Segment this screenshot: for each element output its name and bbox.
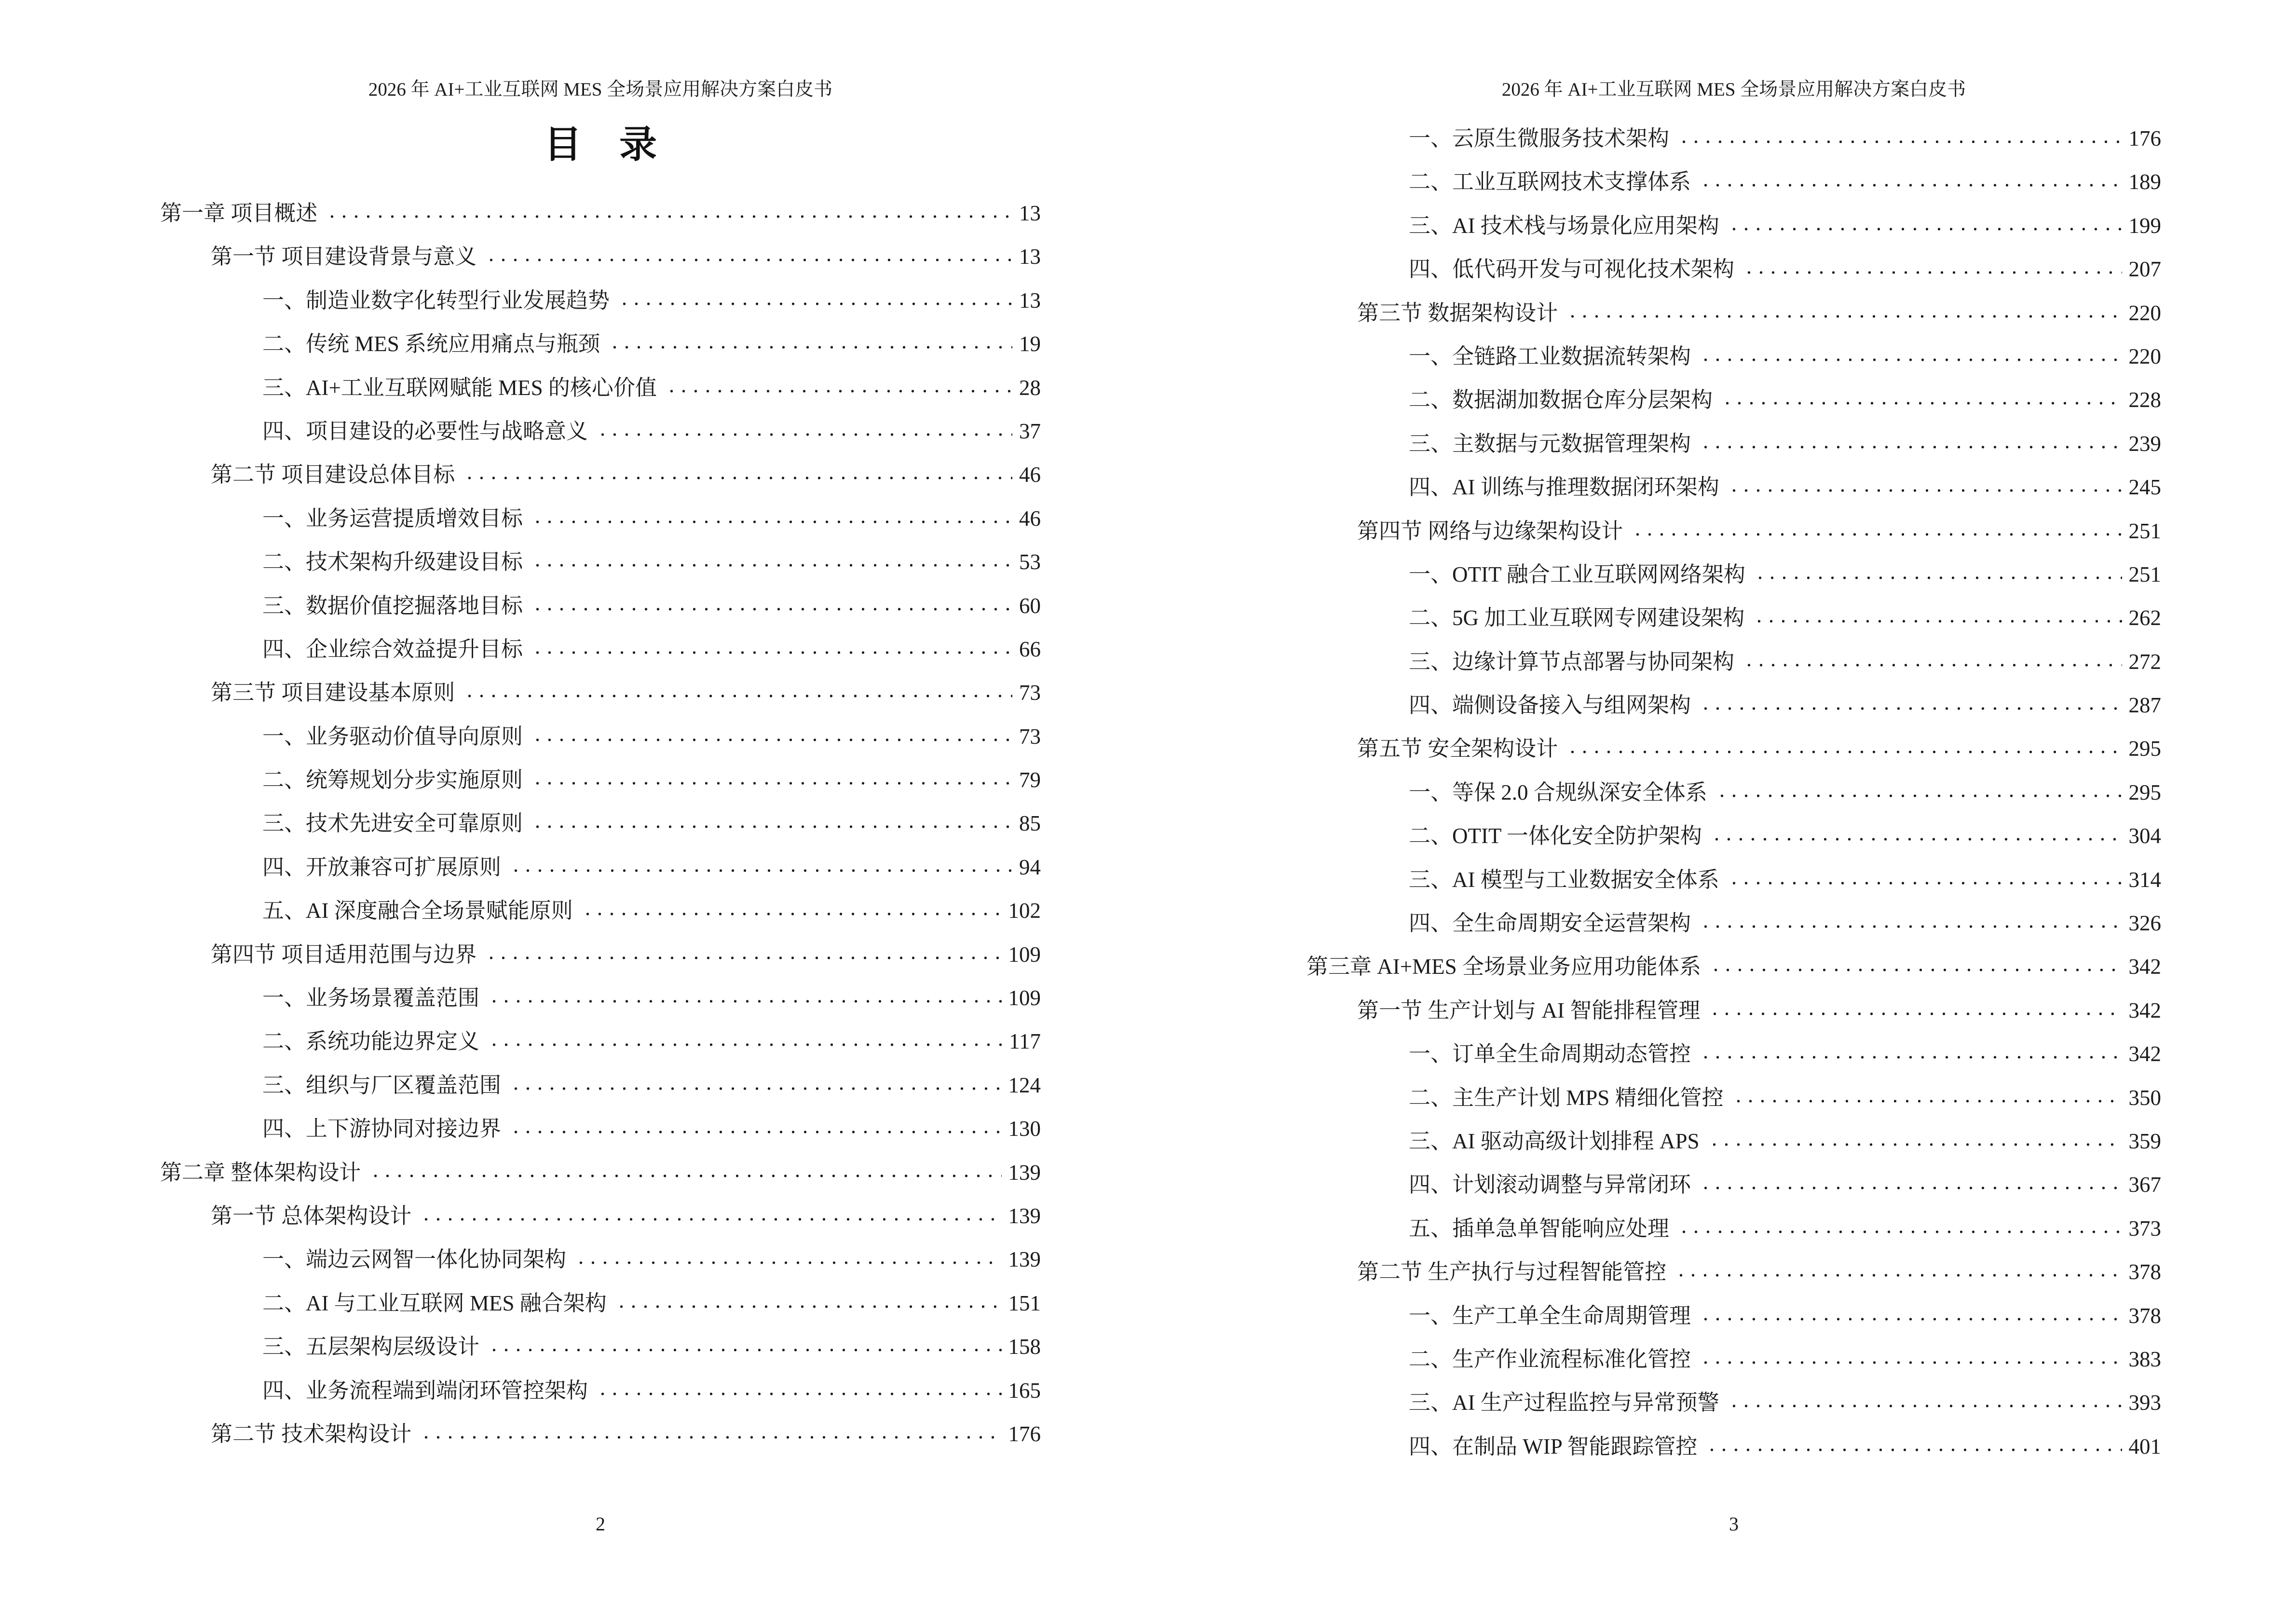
dot-leader (570, 1238, 1001, 1281)
toc-entry-page-number: 139 (1008, 1203, 1041, 1228)
toc-entry-label: 第五节 安全架构设计 (1357, 737, 1558, 761)
dot-leader (1738, 247, 2122, 291)
toc-entry (1409, 1294, 2161, 1337)
toc-entry (1409, 1163, 2161, 1206)
toc-entry-label: 一、OTIT 融合工业互联网网络架构 (1409, 562, 1745, 587)
toc-entry (1409, 814, 2161, 858)
toc-entry (1357, 1250, 2161, 1294)
toc-entry-page-number: 94 (1019, 855, 1041, 879)
toc-entry (262, 802, 1041, 845)
toc-entry (262, 1020, 1041, 1063)
dot-leader (527, 802, 1012, 845)
dot-leader (611, 1282, 1002, 1325)
toc-entry-page-number: 342 (2128, 955, 2161, 979)
toc-entry (262, 1238, 1041, 1281)
toc-entry-label: 四、上下游协同对接边界 (262, 1117, 502, 1141)
dot-leader (527, 628, 1012, 671)
toc-entry (262, 366, 1041, 409)
toc-entry (262, 889, 1041, 932)
toc-entry-label: 一、等保 2.0 合规纵深安全体系 (1409, 780, 1707, 805)
toc-entry-label: 一、端边云网智一体化协同架构 (262, 1247, 567, 1272)
toc-entry (211, 671, 1041, 714)
toc-entry (1409, 1381, 2161, 1424)
toc-entry-page-number: 262 (2128, 606, 2161, 630)
toc-entry-page-number: 220 (2128, 300, 2161, 325)
page-number-footer: 2 (596, 1513, 605, 1535)
dot-leader (1723, 465, 2122, 509)
dot-leader (661, 366, 1012, 409)
toc-entry-label: 第一节 总体架构设计 (211, 1203, 412, 1228)
toc-entry (1409, 247, 2161, 291)
dot-leader (505, 1107, 1001, 1150)
toc-entry (211, 1194, 1041, 1238)
toc-entry (262, 628, 1041, 671)
toc-entry (1409, 1032, 2161, 1076)
dot-leader (1627, 509, 2122, 553)
toc-entry-page-number: 102 (1008, 899, 1041, 923)
toc-entry-label: 二、主生产计划 MPS 精细化管控 (1409, 1085, 1724, 1110)
toc-entry (1409, 1337, 2161, 1381)
toc-entry-label: 四、AI 训练与推理数据闭环架构 (1409, 475, 1719, 500)
toc-entry-label: 二、传统 MES 系统应用痛点与瓶颈 (262, 332, 600, 356)
toc-entry (262, 758, 1041, 802)
toc-entry-label: 三、数据价值挖掘落地目标 (262, 593, 523, 618)
running-header: 2026 年 AI+工业互联网 MES 全场景应用解决方案白皮书 (368, 79, 833, 100)
toc-entry-page-number: 46 (1019, 506, 1041, 531)
toc-entry (262, 1369, 1041, 1412)
toc-entry-page-number: 199 (2128, 213, 2161, 238)
toc-entry-page-number: 378 (2128, 1303, 2161, 1328)
toc-entry (211, 235, 1041, 278)
toc-entry-label: 第一节 项目建设背景与意义 (211, 245, 477, 269)
toc-entry-page-number: 165 (1008, 1378, 1041, 1403)
toc-entry (262, 279, 1041, 322)
toc-entry (1357, 509, 2161, 553)
toc-entry-label: 三、AI 模型与工业数据安全体系 (1409, 867, 1719, 892)
toc-entry-label: 四、全生命周期安全运营架构 (1409, 911, 1691, 936)
dot-leader (1695, 1337, 2122, 1381)
toc-entry-page-number: 151 (1008, 1291, 1041, 1315)
toc-entry (1409, 422, 2161, 465)
dot-leader (1748, 596, 2122, 640)
toc-entry-page-number: 79 (1019, 768, 1041, 792)
toc-entry-page-number: 295 (2128, 780, 2161, 805)
toc-entry (1409, 117, 2161, 160)
toc-entry (1409, 465, 2161, 509)
toc-entry-page-number: 326 (2128, 911, 2161, 936)
dot-leader (1695, 160, 2122, 204)
dot-leader (1695, 1163, 2122, 1206)
toc-entry (1307, 945, 2161, 988)
toc-entry-page-number: 13 (1019, 288, 1041, 313)
toc-entry-page-number: 73 (1019, 724, 1041, 749)
toc-entry-label: 四、业务流程端到端闭环管控架构 (262, 1378, 588, 1403)
toc-entry (1409, 771, 2161, 814)
toc-entry (1409, 858, 2161, 901)
toc-entry (1409, 553, 2161, 596)
dot-leader (592, 409, 1012, 453)
toc-entry (262, 715, 1041, 758)
toc-entry-page-number: 158 (1008, 1335, 1041, 1359)
toc-entry-page-number: 373 (2128, 1216, 2161, 1241)
toc-entry (262, 497, 1041, 540)
toc-entry-page-number: 117 (1009, 1029, 1041, 1054)
toc-entry-page-number: 350 (2128, 1085, 2161, 1110)
toc-entry-label: 四、计划滚动调整与异常闭环 (1409, 1173, 1691, 1197)
toc-entry-page-number: 207 (2128, 257, 2161, 282)
toc-entry-label: 二、生产作业流程标准化管控 (1409, 1347, 1691, 1371)
toc-entry-page-number: 295 (2128, 737, 2161, 761)
dot-leader (1728, 1076, 2122, 1119)
toc-entry-page-number: 189 (2128, 170, 2161, 194)
toc-entry-label: 一、业务场景覆盖范围 (262, 986, 480, 1010)
toc-entry (1409, 378, 2161, 422)
toc-entry-page-number: 19 (1019, 332, 1041, 356)
toc-entry-label: 二、系统功能边界定义 (262, 1029, 480, 1054)
dot-leader (1695, 335, 2122, 378)
dot-leader (527, 540, 1012, 584)
dot-leader (459, 671, 1012, 714)
toc-entry-page-number: 378 (2128, 1260, 2161, 1284)
toc-entry-label: 一、业务驱动价值导向原则 (262, 724, 523, 749)
toc-entry-label: 二、5G 加工业互联网专网建设架构 (1409, 606, 1745, 630)
toc-entry-label: 一、业务运营提质增效目标 (262, 506, 523, 531)
toc-entry-page-number: 220 (2128, 344, 2161, 368)
toc-entry-page-number: 367 (2128, 1173, 2161, 1197)
toc-entry-page-number: 60 (1019, 593, 1041, 618)
dot-leader (415, 1412, 1001, 1456)
toc-entry-label: 第三节 数据架构设计 (1357, 300, 1558, 325)
dot-leader (527, 497, 1012, 540)
dot-leader (365, 1151, 1001, 1194)
toc-entry-page-number: 139 (1008, 1160, 1041, 1185)
toc-entry-page-number: 314 (2128, 867, 2161, 892)
toc-entry-page-number: 228 (2128, 388, 2161, 412)
toc-entry-label: 二、OTIT 一体化安全防护架构 (1409, 824, 1702, 848)
dot-leader (1749, 553, 2122, 596)
toc-entry (262, 1282, 1041, 1325)
dot-leader (505, 1064, 1001, 1107)
toc-entry-label: 三、组织与厂区覆盖范围 (262, 1073, 502, 1097)
toc-entry-page-number: 73 (1019, 681, 1041, 705)
dot-leader (1704, 989, 2122, 1032)
toc-entry-label: 四、低代码开发与可视化技术架构 (1409, 257, 1735, 282)
toc-entry-page-number: 251 (2128, 562, 2161, 587)
toc-list (160, 191, 1041, 1456)
document-page-right (1144, 0, 2287, 1624)
dot-leader (1695, 683, 2122, 727)
dot-leader (1706, 814, 2122, 858)
dot-leader (527, 758, 1012, 802)
toc-entry-label: 二、工业互联网技术支撑体系 (1409, 170, 1691, 194)
toc-entry-page-number: 176 (2128, 126, 2161, 150)
page-number-footer: 3 (1729, 1513, 1739, 1535)
toc-entry-page-number: 383 (2128, 1347, 2161, 1371)
toc-entry-label: 三、AI 生产过程监控与异常预警 (1409, 1391, 1719, 1415)
toc-entry-label: 第二节 生产执行与过程智能管控 (1357, 1260, 1667, 1284)
dot-leader (1673, 117, 2122, 160)
toc-entry-page-number: 37 (1019, 419, 1041, 443)
toc-entry-label: 三、技术先进安全可靠原则 (262, 811, 523, 836)
toc-entry-label: 五、插单急单智能响应处理 (1409, 1216, 1670, 1241)
dot-leader (483, 976, 1001, 1020)
toc-entry (262, 846, 1041, 889)
toc-entry (1409, 1425, 2161, 1468)
toc-entry (1409, 335, 2161, 378)
dot-leader (1738, 640, 2122, 683)
toc-entry (1409, 1119, 2161, 1163)
toc-entry-page-number: 342 (2128, 998, 2161, 1023)
dot-leader (1703, 1119, 2122, 1163)
toc-entry-label: 第一章 项目概述 (160, 201, 318, 225)
dot-leader (1673, 1207, 2122, 1250)
toc-entry-page-number: 46 (1019, 463, 1041, 487)
toc-entry (211, 1412, 1041, 1456)
toc-entry-page-number: 342 (2128, 1042, 2161, 1066)
dot-leader (577, 889, 1002, 932)
toc-entry-label: 三、AI 技术栈与场景化应用架构 (1409, 213, 1719, 238)
toc-entry-label: 三、主数据与元数据管理架构 (1409, 431, 1691, 456)
toc-entry-label: 第三章 AI+MES 全场景业务应用功能体系 (1307, 955, 1701, 979)
toc-entry-page-number: 139 (1008, 1247, 1041, 1272)
dot-leader (1562, 727, 2122, 770)
toc-entry-page-number: 53 (1019, 550, 1041, 574)
toc-entry-page-number: 401 (2128, 1434, 2161, 1459)
toc-entry (1409, 1076, 2161, 1119)
toc-entry-page-number: 85 (1019, 811, 1041, 836)
dot-leader (592, 1369, 1001, 1412)
dot-leader (1723, 858, 2122, 901)
toc-entry-label: 四、在制品 WIP 智能跟踪管控 (1409, 1434, 1698, 1459)
toc-entry-page-number: 176 (1008, 1421, 1041, 1446)
toc-entry-label: 一、生产工单全生命周期管理 (1409, 1303, 1691, 1328)
toc-entry-page-number: 239 (2128, 431, 2161, 456)
toc-entry-label: 一、制造业数字化转型行业发展趋势 (262, 288, 610, 313)
toc-entry (1409, 596, 2161, 640)
dot-leader (459, 453, 1012, 496)
toc-entry (262, 409, 1041, 453)
toc-entry-page-number: 13 (1019, 201, 1041, 225)
toc-entry-label: 四、端侧设备接入与组网架构 (1409, 693, 1691, 718)
toc-entry-label: 第三节 项目建设基本原则 (211, 681, 455, 705)
dot-leader (1695, 901, 2122, 945)
toc-entry (1357, 291, 2161, 335)
toc-entry (262, 1325, 1041, 1368)
toc-entry (1409, 160, 2161, 204)
toc-entry-page-number: 287 (2128, 693, 2161, 718)
dot-leader (1723, 204, 2122, 247)
toc-entry-label: 四、企业综合效益提升目标 (262, 637, 523, 661)
dot-leader (604, 322, 1012, 366)
toc-entry-label: 五、AI 深度融合全场景赋能原则 (262, 899, 573, 923)
dot-leader (1711, 771, 2122, 814)
dot-leader (1695, 1032, 2122, 1076)
dot-leader (1670, 1250, 2122, 1294)
dot-leader (505, 846, 1012, 889)
toc-entry-page-number: 124 (1008, 1073, 1041, 1097)
toc-entry-label: 四、开放兼容可扩展原则 (262, 855, 502, 879)
dot-leader (415, 1194, 1001, 1238)
toc-entry-page-number: 109 (1008, 986, 1041, 1010)
dot-leader (1723, 1381, 2122, 1424)
toc-entry (1409, 683, 2161, 727)
toc-entry (262, 976, 1041, 1020)
toc-entry-label: 第二节 技术架构设计 (211, 1421, 412, 1446)
dot-leader (1562, 291, 2122, 335)
running-header: 2026 年 AI+工业互联网 MES 全场景应用解决方案白皮书 (1501, 79, 1966, 100)
dot-leader (480, 933, 1001, 976)
toc-entry (211, 453, 1041, 496)
toc-entry-label: 二、数据湖加数据仓库分层架构 (1409, 388, 1713, 412)
toc-title: 目 录 (544, 123, 657, 165)
toc-entry-page-number: 109 (1008, 942, 1041, 967)
toc-entry-label: 第四节 网络与边缘架构设计 (1357, 519, 1623, 543)
toc-entry-label: 第一节 生产计划与 AI 智能排程管理 (1357, 998, 1701, 1023)
toc-entry-page-number: 304 (2128, 824, 2161, 848)
toc-entry-page-number: 272 (2128, 649, 2161, 674)
toc-entry (1409, 640, 2161, 683)
toc-entry (1409, 204, 2161, 247)
toc-entry-label: 二、统筹规划分步实施原则 (262, 768, 523, 792)
toc-entry (262, 1064, 1041, 1107)
toc-entry-page-number: 393 (2128, 1391, 2161, 1415)
toc-entry (160, 191, 1041, 235)
toc-entry-label: 三、AI 驱动高级计划排程 APS (1409, 1129, 1700, 1153)
toc-entry-label: 二、AI 与工业互联网 MES 融合架构 (262, 1291, 607, 1315)
dot-leader (1705, 945, 2122, 988)
toc-entry (262, 322, 1041, 366)
toc-entry (160, 1151, 1041, 1194)
toc-list (1307, 117, 2161, 1468)
toc-entry (1409, 901, 2161, 945)
toc-entry (1409, 1207, 2161, 1250)
toc-entry-label: 第二章 整体架构设计 (160, 1160, 361, 1185)
toc-entry-page-number: 28 (1019, 375, 1041, 400)
dot-leader (483, 1325, 1001, 1368)
toc-entry-label: 第四节 项目适用范围与边界 (211, 942, 477, 967)
dot-leader (613, 279, 1012, 322)
toc-entry-page-number: 66 (1019, 637, 1041, 661)
dot-leader (1716, 378, 2122, 422)
dot-leader (321, 191, 1012, 235)
dot-leader (527, 715, 1012, 758)
toc-entry-page-number: 245 (2128, 475, 2161, 500)
dot-leader (527, 584, 1012, 628)
toc-entry-label: 第二节 项目建设总体目标 (211, 463, 455, 487)
toc-entry (1357, 727, 2161, 770)
dot-leader (1701, 1425, 2122, 1468)
toc-entry (211, 933, 1041, 976)
toc-entry (262, 1107, 1041, 1150)
toc-entry-label: 一、云原生微服务技术架构 (1409, 126, 1670, 150)
dot-leader (1695, 422, 2122, 465)
toc-entry-page-number: 130 (1008, 1117, 1041, 1141)
toc-entry-label: 一、全链路工业数据流转架构 (1409, 344, 1691, 368)
toc-entry-label: 一、订单全生命周期动态管控 (1409, 1042, 1691, 1066)
toc-entry-page-number: 359 (2128, 1129, 2161, 1153)
toc-entry (262, 540, 1041, 584)
toc-entry-page-number: 251 (2128, 519, 2161, 543)
dot-leader (483, 1020, 1002, 1063)
toc-entry-label: 三、AI+工业互联网赋能 MES 的核心价值 (262, 375, 657, 400)
dot-leader (1695, 1294, 2122, 1337)
toc-entry (262, 584, 1041, 628)
dot-leader (480, 235, 1012, 278)
toc-entry-label: 三、五层架构层级设计 (262, 1335, 480, 1359)
toc-entry-label: 三、边缘计算节点部署与协同架构 (1409, 649, 1735, 674)
toc-entry-label: 二、技术架构升级建设目标 (262, 550, 523, 574)
toc-entry-label: 四、项目建设的必要性与战略意义 (262, 419, 588, 443)
toc-entry-page-number: 13 (1019, 245, 1041, 269)
toc-entry (1357, 989, 2161, 1032)
